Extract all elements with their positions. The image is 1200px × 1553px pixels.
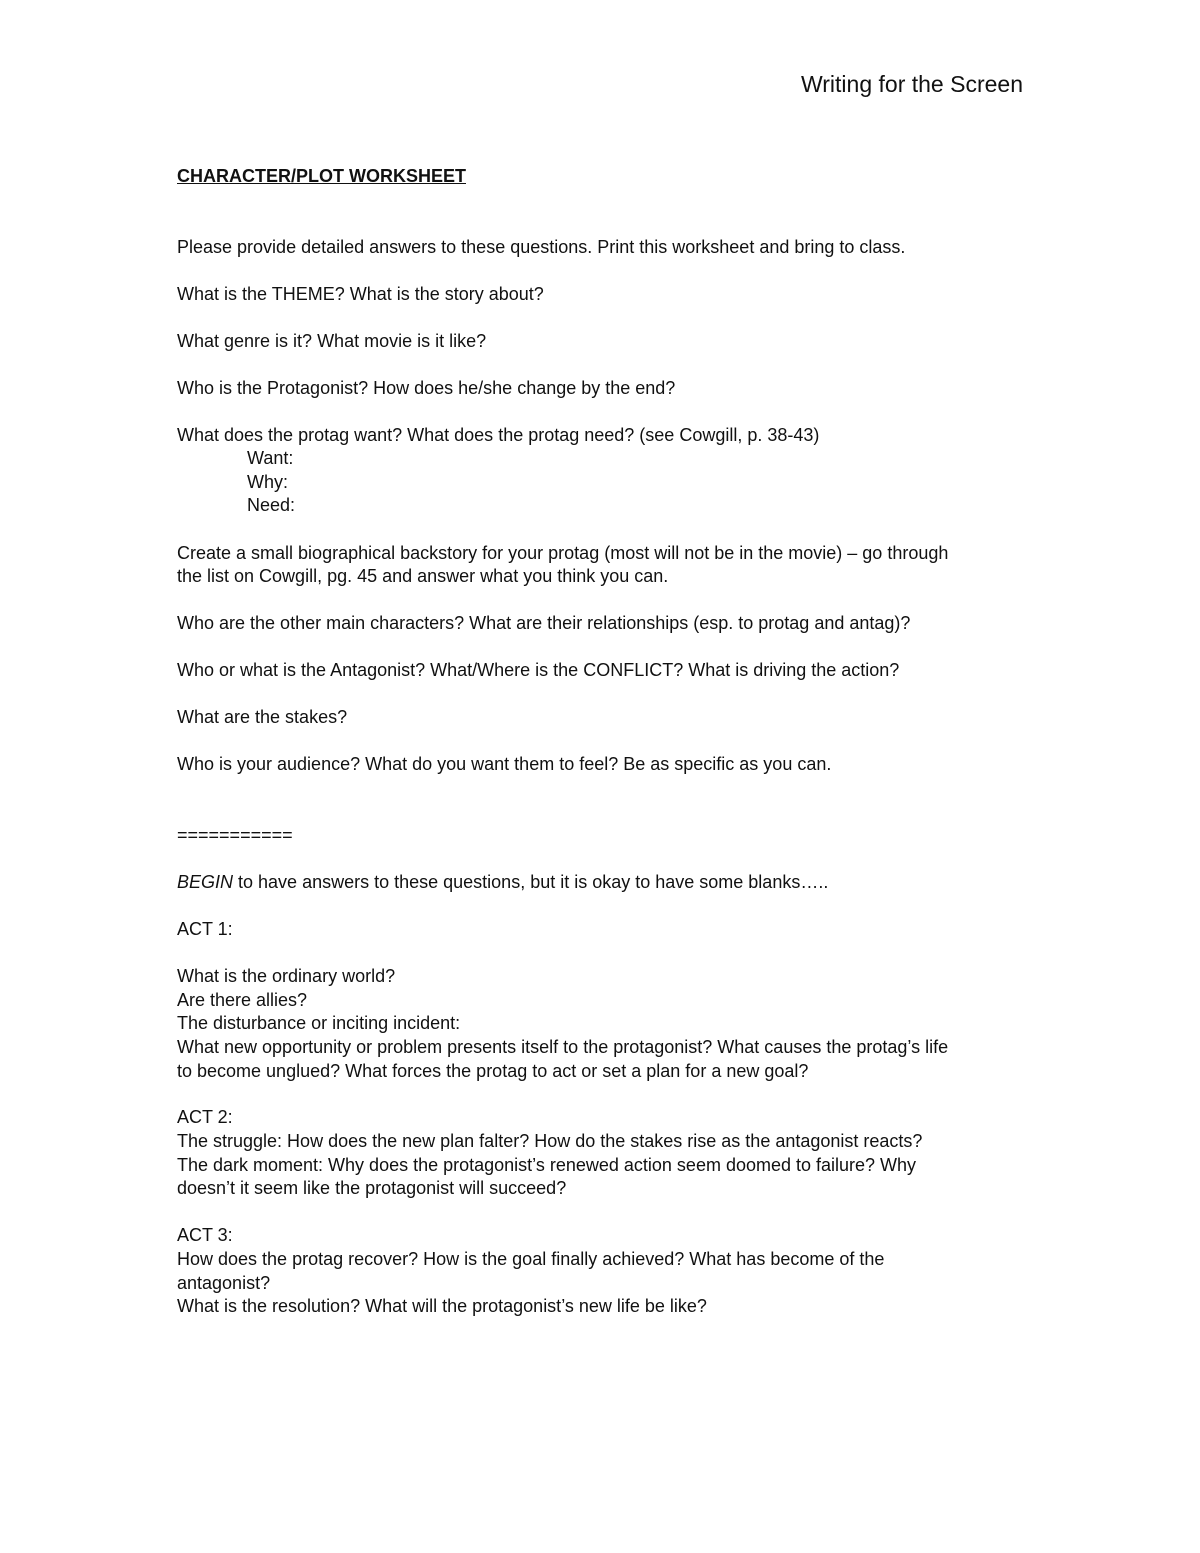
question-stakes: What are the stakes? [177, 707, 348, 727]
label-want: Want: [247, 448, 294, 468]
question-protagonist: Who is the Protagonist? How does he/she change by the end? [177, 378, 676, 398]
question-antagonist: Who or what is the Antagonist? What/Where is the CONFLICT? What is driving the action? [177, 660, 900, 680]
begin-emphasis: BEGIN [177, 872, 234, 892]
question-other-characters: Who are the other main characters? What are their relationships (esp. to protag and antag)? [177, 613, 911, 633]
worksheet-title: CHARACTER/PLOT WORKSHEET [177, 166, 466, 186]
act3-heading: ACT 3: [177, 1225, 233, 1245]
act3-line1: How does the protag recover? How is the goal finally achieved? What has become of the [177, 1249, 885, 1269]
course-title: Writing for the Screen [800, 71, 1023, 97]
begin-note [177, 871, 828, 894]
act3-line3: What is the resolution? What will the protagonist’s new life be like? [177, 1296, 707, 1316]
act2-line1: The struggle: How does the new plan falter? How do the stakes rise as the antagonist reacts? [177, 1131, 923, 1151]
act2-heading: ACT 2: [177, 1107, 233, 1127]
question-genre: What genre is it? What movie is it like? [177, 331, 487, 351]
label-need: Need: [247, 495, 296, 515]
question-theme: What is the THEME? What is the story about? [177, 284, 544, 304]
question-want-need: What does the protag want? What does the protag need? (see Cowgill, p. 38-43) [177, 425, 820, 445]
begin-note-text: to have answers to these questions, but it is okay to have some blanks….. [233, 872, 829, 892]
act1-line2: Are there allies? [177, 990, 308, 1010]
act2-line2: The dark moment: Why does the protagonist’s renewed action seem doomed to failure? Why [177, 1155, 917, 1175]
act2-line3: doesn’t it seem like the protagonist will succeed? [177, 1178, 567, 1198]
act1-line1: What is the ordinary world? [177, 966, 396, 986]
question-audience: Who is your audience? What do you want them to feel? Be as specific as you can. [177, 754, 832, 774]
question-backstory-line2: the list on Cowgill, pg. 45 and answer what you think you can. [177, 566, 669, 586]
label-why: Why: [247, 472, 289, 492]
act1-line3: The disturbance or inciting incident: [177, 1013, 461, 1033]
section-divider: =========== [177, 825, 293, 845]
act1-line4: What new opportunity or problem presents itself to the protagonist? What causes the protag’s life [177, 1037, 949, 1057]
question-backstory-line1: Create a small biographical backstory for your protag (most will not be in the movie) – go through [177, 543, 949, 563]
act1-heading: ACT 1: [177, 919, 233, 939]
act3-line2: antagonist? [177, 1273, 271, 1293]
act1-line5: to become unglued? What forces the protag to act or set a plan for a new goal? [177, 1061, 809, 1081]
instructions: Please provide detailed answers to these questions. Print this worksheet and bring to class. [177, 237, 906, 257]
